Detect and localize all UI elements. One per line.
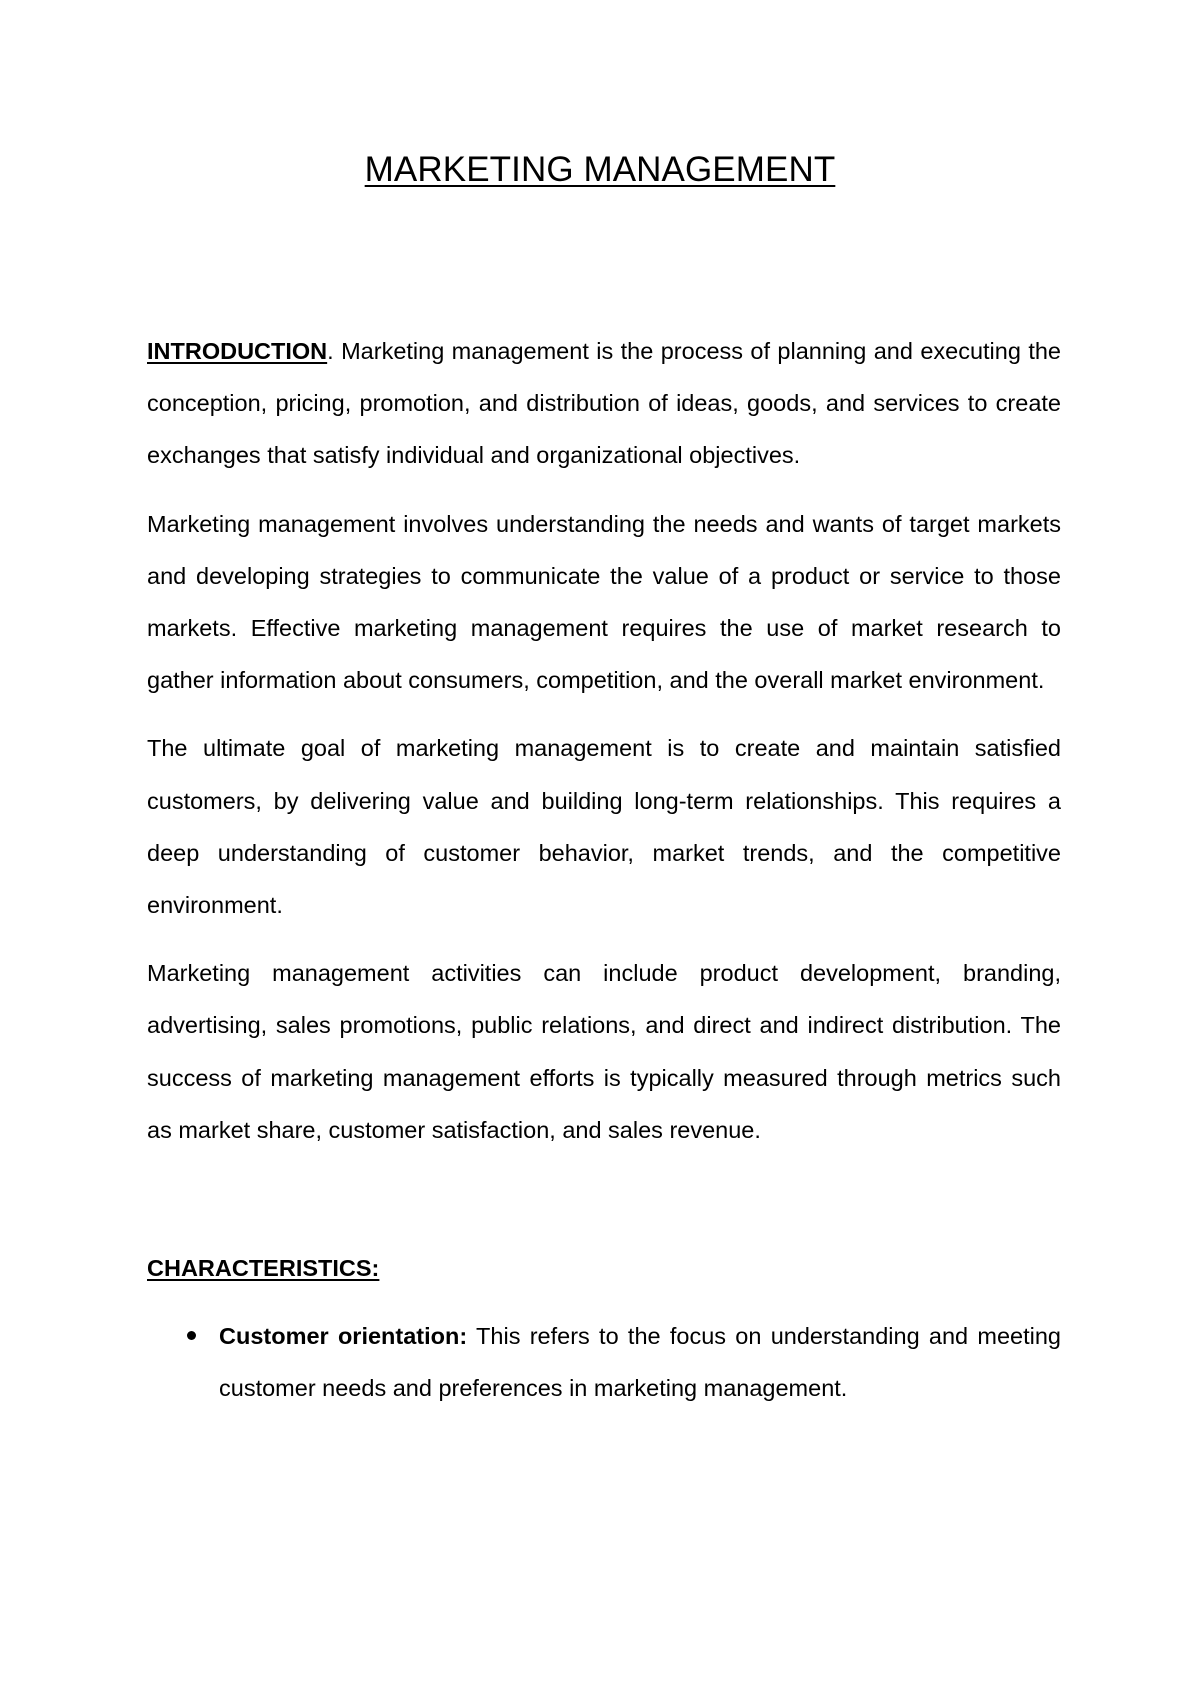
introduction-heading: INTRODUCTION [147, 338, 328, 364]
bullet-icon [187, 1331, 196, 1340]
characteristics-heading: CHARACTERISTICS: [147, 1255, 380, 1282]
introduction-text: . Marketing management is the process of planning and executing the conception, pricing, promotion, and distribution of ideas, goods, and services to create exchanges that satisfy individual and organizational objectives. [147, 338, 1061, 469]
document-body [147, 325, 1061, 1415]
characteristics-list [147, 1310, 1061, 1414]
body-paragraph-3: Marketing management activities can include product development, branding, advertising, sales promotions, public relations, and direct and indirect distribution. The success of marketing management efforts is typically measured through metrics such as market share, customer satisfaction, and sales revenue. [147, 960, 1061, 1143]
characteristic-description: This refers to the focus on understanding and meeting customer needs and preferences in marketing management. [219, 1323, 1061, 1402]
introduction-paragraph [147, 325, 1061, 482]
body-paragraph-2: The ultimate goal of marketing management is to create and maintain satisfied customers, by delivering value and building long-term relationships. This requires a deep understanding of customer behavior, market trends, and the competitive environment. [147, 735, 1061, 919]
characteristic-term: Customer orientation: [219, 1323, 468, 1350]
characteristics-list-item [147, 1310, 1061, 1414]
document-title: MARKETING MANAGEMENT [364, 150, 836, 189]
body-paragraph-1: Marketing management involves understanding the needs and wants of target markets and developing strategies to communicate the value of a product or service to those markets. Effective marketing management requires the use of market research to gather information about consumers, competition, and the overall market environment. [147, 510, 1061, 694]
section-spacer [147, 1172, 1061, 1242]
